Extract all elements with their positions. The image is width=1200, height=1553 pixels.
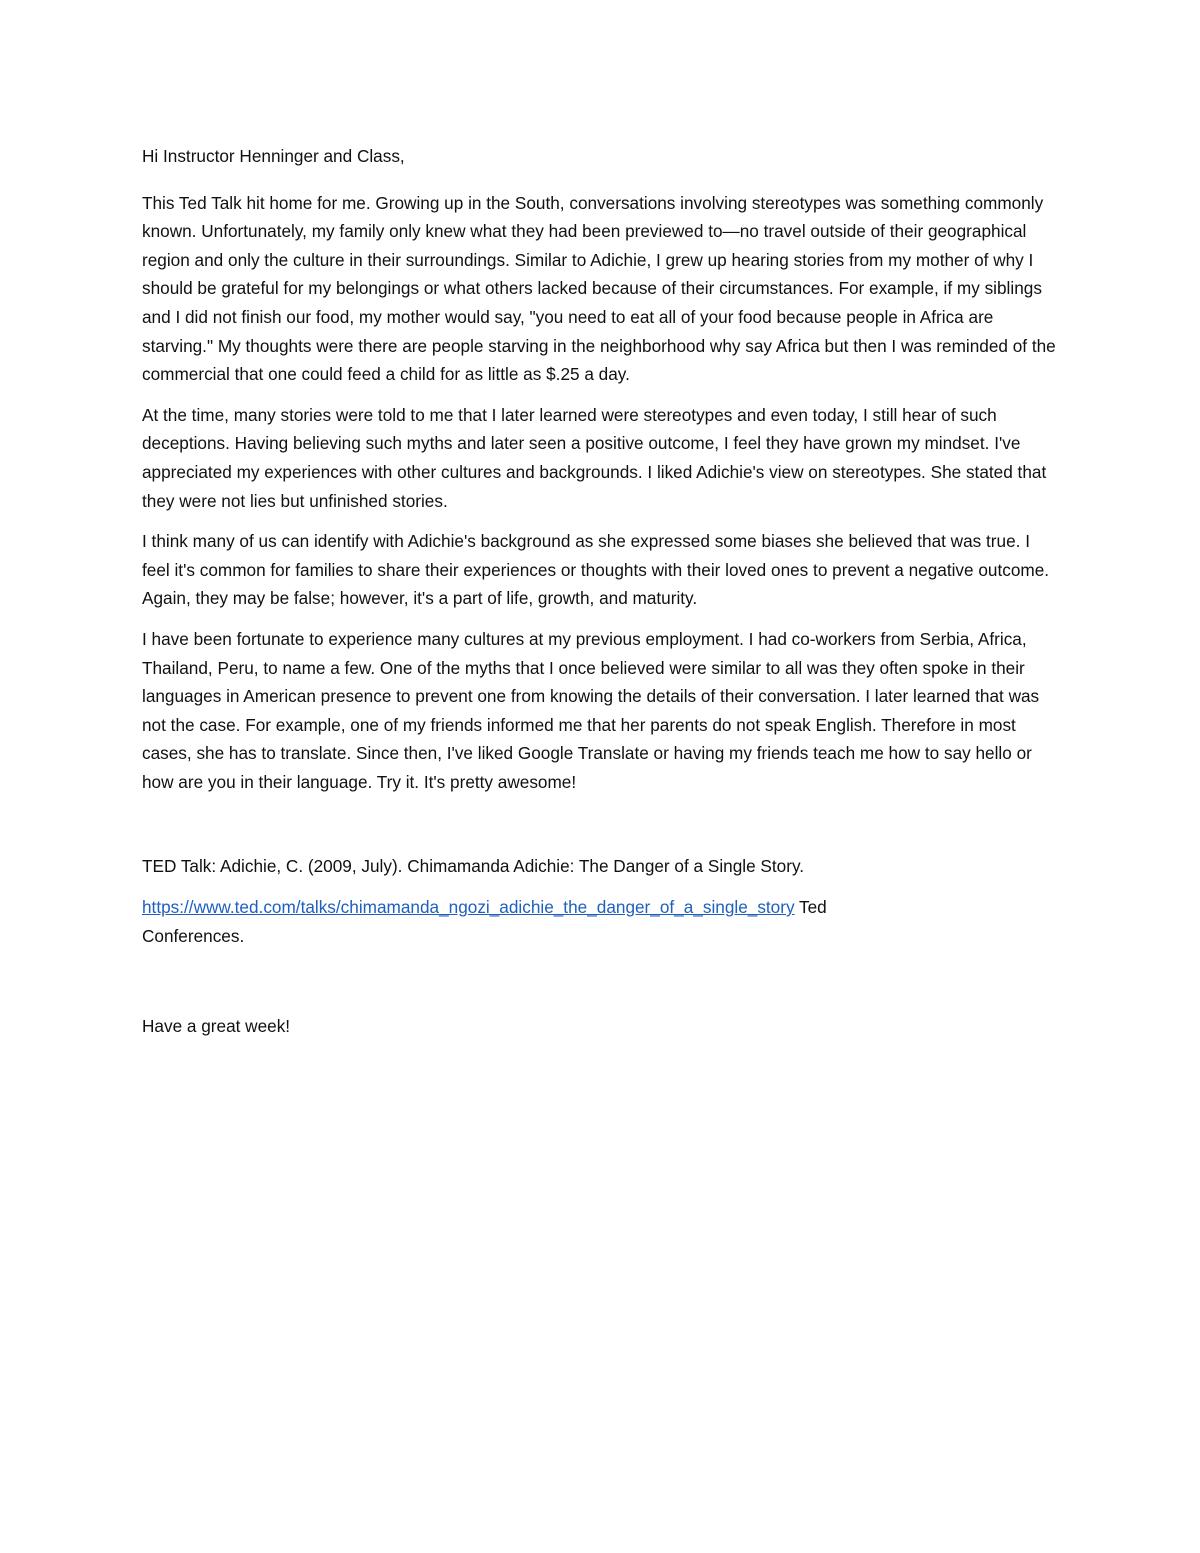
reference-source <box>142 893 1062 950</box>
closing: Have a great week! <box>142 1016 291 1037</box>
greeting: Hi Instructor Henninger and Class, <box>142 146 405 166</box>
document-body <box>142 142 1062 1053</box>
spacer <box>142 962 1062 1012</box>
reference-citation: TED Talk: Adichie, C. (2009, July). Chimamanda Adichie: The Danger of a Single Story. <box>142 856 805 877</box>
paragraph-4: I have been fortunate to experience many cultures at my previous employment. I had co-workers from Serbia, Africa, Thailand, Peru, to name a few. One of the myths that I once believed were similar to all was they often spoke in their languages in American presence to prevent one from knowing the details of their conversation. I later learned that was not the case. For example, one of my friends informed me that her parents do not speak English. Therefore in most cases, she has to translate. Since then, I've liked Google Translate or having my friends teach me how to say hello or how are you in their language. Try it. It's pretty awesome! <box>142 628 1040 792</box>
reference-link[interactable]: https://www.ted.com/talks/chimamanda_ngozi_adichie_the_danger_of_a_single_story <box>142 897 795 918</box>
reference-publisher-1: Ted <box>794 897 827 918</box>
paragraph-3: I think many of us can identify with Adichie's background as she expressed some biases she believed that was true. I feel it's common for families to share their experiences or thoughts with their loved ones to prevent a negative outcome. Again, they may be false; however, it's a part of life, growth, and maturity. <box>142 531 1050 609</box>
paragraph-2: At the time, many stories were told to me that I later learned were stereotypes and even today, I still hear of such deceptions. Having believing such myths and later seen a positive outcome, I feel they have grown my mindset. I've appreciated my experiences with other cultures and backgrounds. I liked Adichie's view on stereotypes. She stated that they were not lies but unfinished stories. <box>142 404 1047 511</box>
paragraph-1: This Ted Talk hit home for me. Growing up in the South, conversations involving stereotypes was something commonly known. Unfortunately, my family only knew what they had been previewed to—no travel outside of their geographical region and only the culture in their surroundings. Similar to Adichie, I grew up hearing stories from my mother of why I should be grateful for my belongings or what others lacked because of their circumstances. For example, if my siblings and I did not finish our food, my mother would say, "you need to eat all of your food because people in Africa are starving." My thoughts were there are people starving in the neighborhood why say Africa but then I was reminded of the commercial that one could feed a child for as little as $.25 a day. <box>142 192 1056 385</box>
reference-publisher-2: Conferences. <box>142 925 245 946</box>
spacer <box>142 808 1062 852</box>
